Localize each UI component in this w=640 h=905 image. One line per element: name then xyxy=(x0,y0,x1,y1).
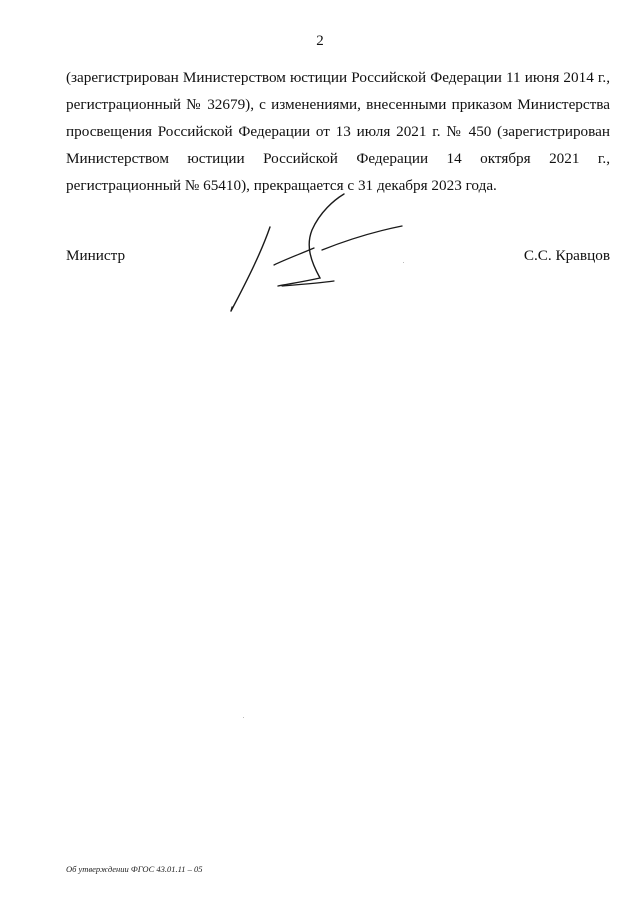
signatory-name: С.С. Кравцов xyxy=(523,247,610,264)
paragraph-line: (зарегистрирован Министерством юстиции Российской Федерации 11 июня 2014 г., xyxy=(66,69,610,86)
paragraph-line: регистрационный № 65410), прекращается с 31 декабря 2023 года. xyxy=(66,177,497,194)
footer-note: Об утверждении ФГОС 43.01.11 – 05 xyxy=(66,864,203,874)
page-number: 2 xyxy=(316,33,324,49)
scan-speck xyxy=(243,717,244,718)
paragraph-line: Министерством юстиции Российской Федерации 14 октября 2021 г., xyxy=(66,150,610,167)
body-paragraph xyxy=(66,64,610,199)
paragraph-line: регистрационный № 32679), с изменениями, внесенными приказом Министерства xyxy=(66,96,610,113)
handwritten-signature xyxy=(222,190,412,320)
signatory-role: Министр xyxy=(66,247,126,264)
paragraph-line: просвещения Российской Федерации от 13 июля 2021 г. № 450 (зарегистрирован xyxy=(66,123,610,140)
scan-speck xyxy=(403,262,404,263)
